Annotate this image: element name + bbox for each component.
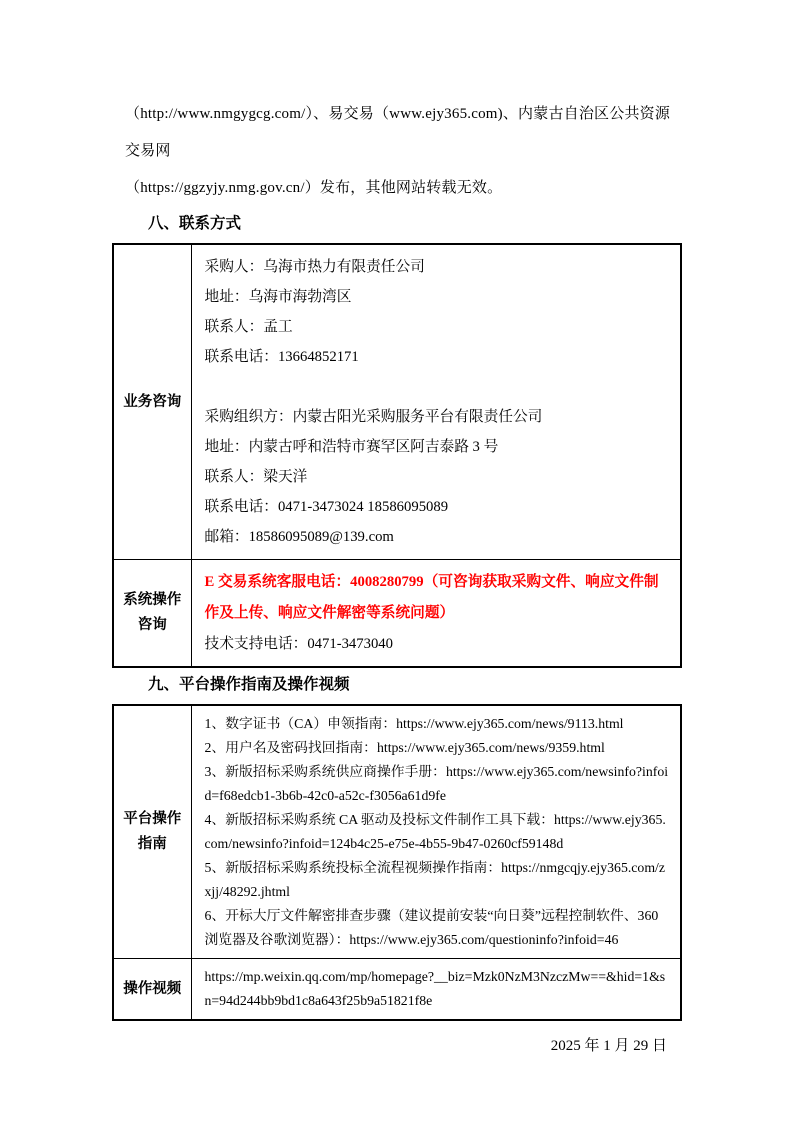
purchaser-line: 采购人：乌海市热力有限责任公司 [204,259,425,275]
operation-video-label-cell [113,959,191,1021]
intro-line-1: （http://www.nmgygcg.com/）、易交易（www.ejy365.com)、内蒙古自治区公共资源交易网 [125,106,671,159]
guide-item-password-recovery: 2、用户名及密码找回指南：https://www.ejy365.com/news/9359.html [204,740,605,755]
purchaser-phone-line: 联系电话：13664852171 [204,349,359,365]
platform-guide-content-cell [191,705,681,959]
guide-item-ca-driver-download: 4、新版招标采购系统 CA 驱动及投标文件制作工具下载：https://www.ejy365.com/newsinfo?infoid=124b4c25-e75e-4b55-9b47-0260cf59148d [204,812,666,851]
organizer-phone-line: 联系电话：0471-3473024 18586095089 [204,499,449,515]
business-consult-row [113,244,681,560]
purchaser-contact-line: 联系人：孟工 [204,319,293,335]
guide-item-decrypt-troubleshoot: 6、开标大厅文件解密排查步骤（建议提前安装“向日葵”远程控制软件、360 浏览器及谷歌浏览器）：https://www.ejy365.com/questioninfo?infoid=46 [204,908,659,947]
service-hotline-text: E 交易系统客服电话：4008280799（可咨询获取采购文件、响应文件制作及上传、响应文件解密等系统问题） [204,574,659,621]
organizer-contact-line: 联系人：梁天洋 [204,469,308,485]
system-consult-label-cell [113,560,191,668]
business-consult-label: 业务咨询 [123,393,182,410]
system-consult-label-line1: 系统操作 [123,592,182,608]
purchaser-address-line: 地址：乌海市海勃湾区 [204,289,352,305]
tech-support-line: 技术支持电话：0471-3473040 [204,636,393,652]
system-consult-content-cell [191,560,681,668]
section-guide-heading: 九、平台操作指南及操作视频 [148,676,350,693]
business-consult-content-cell [191,244,681,560]
platform-guide-row [113,705,681,959]
system-consult-row [113,560,681,668]
blank-line [205,372,669,402]
document-date: 2025 年 1 月 29 日 [550,1038,667,1054]
section-contact-heading: 八、联系方式 [148,215,242,232]
operation-video-row [113,959,681,1021]
platform-guide-label-line2: 指南 [137,836,167,852]
guide-item-ca-apply: 1、数字证书（CA）申领指南：https://www.ejy365.com/news/9113.html [204,716,624,731]
guide-table [112,704,682,1021]
intro-line-2: （https://ggzyjy.nmg.gov.cn/）发布，其他网站转载无效。 [125,180,503,196]
organizer-line: 采购组织方：内蒙古阳光采购服务平台有限责任公司 [204,409,543,425]
contact-table [112,243,682,668]
organizer-email-line: 邮箱：18586095089@139.com [204,529,394,545]
guide-item-supplier-manual: 3、新版招标采购系统供应商操作手册：https://www.ejy365.com/newsinfo?infoid=f68edcb1-3b6b-42c0-a52c-f3056a61d9fe [204,764,669,803]
operation-video-label: 操作视频 [123,980,182,997]
platform-guide-label-cell [113,705,191,959]
operation-video-content-cell [191,959,681,1021]
business-consult-label-cell [113,244,191,560]
guide-item-bid-video-guide: 5、新版招标采购系统投标全流程视频操作指南：https://nmgcqjy.ejy365.com/zxjj/48292.jhtml [204,860,666,899]
platform-guide-label-line1: 平台操作 [123,811,182,827]
system-consult-label-line2: 咨询 [137,617,167,633]
operation-video-url: https://mp.weixin.qq.com/mp/homepage?__biz=Mzk0NzM3NzczMw==&hid=1&sn=94d244bb9bd1c8a643f25b9a51821f8e [204,969,666,1008]
organizer-address-line: 地址：内蒙古呼和浩特市赛罕区阿吉泰路 3 号 [204,439,499,455]
